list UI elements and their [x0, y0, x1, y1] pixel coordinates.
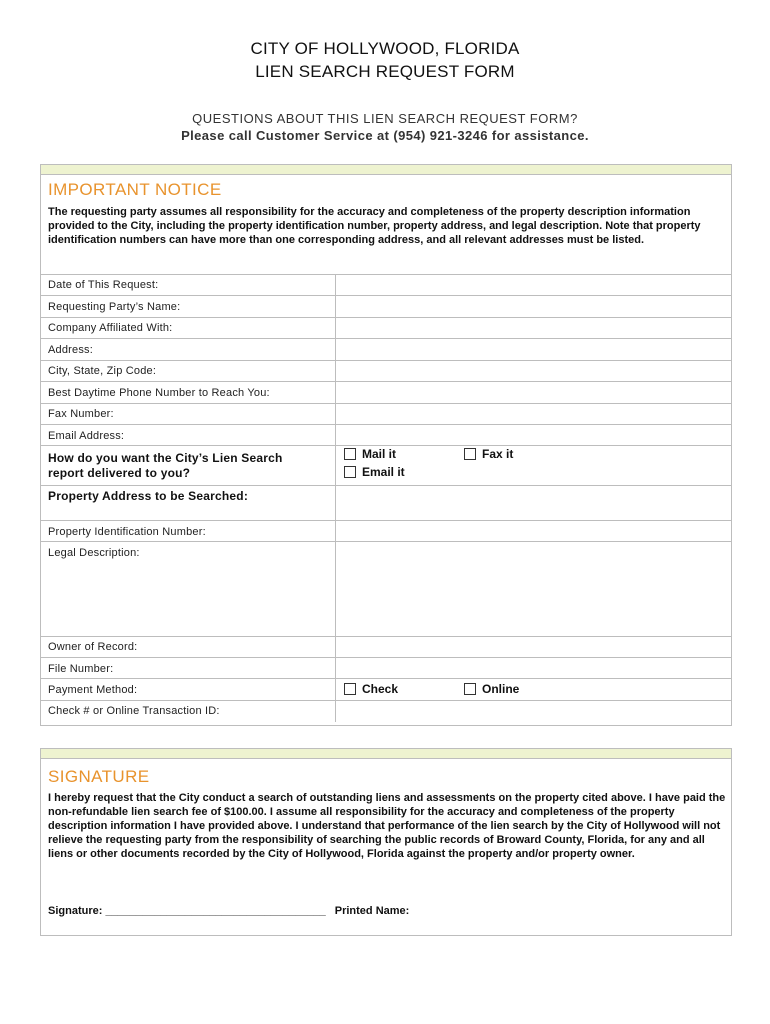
section-band: [41, 749, 731, 759]
fax-it-option[interactable]: [464, 447, 513, 461]
address-field[interactable]: [335, 339, 731, 360]
email-field[interactable]: [335, 425, 731, 445]
online-option[interactable]: [464, 682, 519, 696]
mail-it-checkbox[interactable]: [344, 448, 356, 460]
row-fax: [41, 404, 731, 425]
online-label: Online: [482, 682, 520, 696]
email-label: Email Address:: [48, 430, 125, 442]
row-date: [41, 275, 731, 296]
request-form-table: [41, 274, 731, 722]
mail-it-label: Mail it: [362, 447, 397, 461]
payment-options: [335, 679, 731, 700]
notice-heading: IMPORTANT NOTICE: [48, 180, 222, 199]
phone-label: Best Daytime Phone Number to Reach You:: [48, 387, 270, 399]
row-pin: [41, 521, 731, 542]
date-field[interactable]: [335, 275, 731, 295]
row-company: [41, 318, 731, 339]
printed-name-label: Printed Name:: [334, 905, 410, 917]
customer-service-info: Please call Customer Service at (954) 921-3246 for assistance.: [181, 128, 589, 143]
city-field[interactable]: [335, 361, 731, 381]
form-title: LIEN SEARCH REQUEST FORM: [255, 62, 515, 81]
file-number-field[interactable]: [335, 658, 731, 678]
questions-heading: QUESTIONS ABOUT THIS LIEN SEARCH REQUEST FORM?: [192, 111, 578, 126]
fax-it-checkbox[interactable]: [464, 448, 476, 460]
row-file: [41, 658, 731, 679]
check-option[interactable]: [344, 682, 398, 696]
mail-it-option[interactable]: [344, 447, 396, 461]
fax-field[interactable]: [335, 404, 731, 424]
transaction-id-field[interactable]: [335, 701, 731, 722]
email-it-checkbox[interactable]: [344, 466, 356, 478]
transaction-id-label: Check # or Online Transaction ID:: [48, 705, 220, 717]
owner-label: Owner of Record:: [48, 641, 138, 653]
fax-label: Fax Number:: [48, 408, 114, 420]
phone-field[interactable]: [335, 382, 731, 403]
signature-text: I hereby request that the City conduct a search of outstanding liens and assessments on the property cited above. I have paid the non-refundable lien search fee of $100.00. I assume all responsibility for the accuracy and completeness of the property description information I have provided above. I understand that performance of the lien search by the City of Hollywood will not relieve the requesting party from the responsibility of searching the public records of Broward County, Florida, for any and all liens or other documents recorded by the City of Hollywood, Florida against the property and/or property owner.: [48, 792, 726, 860]
owner-field[interactable]: [335, 637, 731, 657]
row-city: [41, 361, 731, 382]
row-property-address: [41, 486, 731, 521]
row-delivery: [41, 446, 731, 486]
name-label: Requesting Party’s Name:: [48, 301, 181, 313]
date-label: Date of This Request:: [48, 279, 159, 291]
section-band: [41, 165, 731, 175]
signature-line: [48, 905, 415, 917]
pin-field[interactable]: [335, 521, 731, 541]
property-address-label: Property Address to be Searched:: [48, 489, 249, 503]
payment-method-label: Payment Method:: [48, 684, 138, 696]
check-checkbox[interactable]: [344, 683, 356, 695]
row-legal-description: [41, 542, 731, 637]
delivery-label: How do you want the City’s Lien Search report delivered to you?: [48, 451, 283, 480]
row-phone: [41, 382, 731, 404]
row-owner: [41, 637, 731, 658]
check-label: Check: [362, 682, 399, 696]
row-transaction-id: [41, 701, 731, 722]
important-notice-section: [40, 164, 732, 726]
row-address: [41, 339, 731, 361]
notice-text: The requesting party assumes all responsibility for the accuracy and completeness of the property description information provided to the City, including the property identification number, property address, and legal description. Note that property identification numbers can have more than one corresponding address, and all relevant addresses must be listed.: [48, 206, 701, 246]
row-email: [41, 425, 731, 446]
legal-description-label: Legal Description:: [48, 547, 140, 559]
signature-field[interactable]: Signature: ____________________________________: [48, 905, 326, 917]
online-checkbox[interactable]: [464, 683, 476, 695]
row-payment: [41, 679, 731, 701]
company-label: Company Affiliated With:: [48, 322, 173, 334]
name-field[interactable]: [335, 296, 731, 317]
pin-label: Property Identification Number:: [48, 526, 206, 538]
signature-section: [40, 748, 732, 936]
email-it-option[interactable]: [344, 465, 405, 479]
fax-it-label: Fax it: [482, 447, 514, 461]
property-address-field[interactable]: [335, 486, 731, 520]
row-name: [41, 296, 731, 318]
legal-description-field[interactable]: [335, 542, 731, 636]
delivery-options: [335, 446, 731, 485]
city-label: City, State, Zip Code:: [48, 365, 157, 377]
company-field[interactable]: [335, 318, 731, 338]
email-it-label: Email it: [362, 465, 405, 479]
signature-heading: SIGNATURE: [48, 767, 150, 786]
address-label: Address:: [48, 344, 94, 356]
form-title-city: CITY OF HOLLYWOOD, FLORIDA: [250, 39, 520, 58]
file-number-label: File Number:: [48, 663, 114, 675]
